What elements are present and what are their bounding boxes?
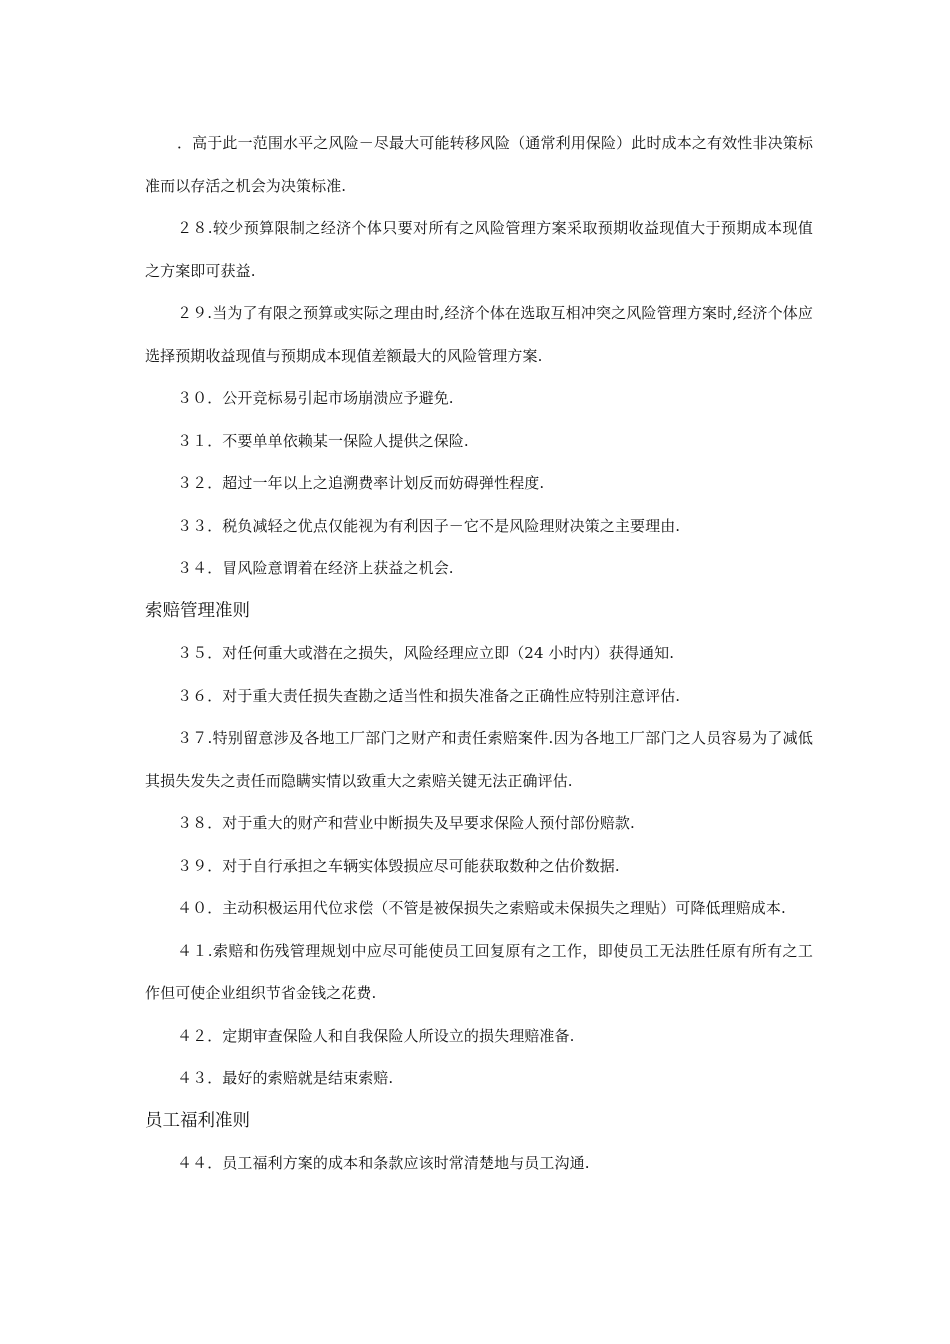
paragraph-31: ３１．不要单单依赖某一保险人提供之保险. (177, 431, 469, 450)
paragraph-33: ３３．税负减轻之优点仅能视为有利因子－它不是风险理财决策之主要理由. (177, 516, 681, 535)
paragraph-44: ４４．员工福利方案的成本和条款应该时常清楚地与员工沟通. (177, 1154, 590, 1172)
paragraph-36: ３６．对于重大责任损失查勘之适当性和损失准备之正确性应特别注意评估. (177, 686, 681, 705)
paragraph-32: ３２．超过一年以上之追溯费率计划反而妨碍弹性程度. (177, 474, 545, 492)
paragraph-30: ３０．公开竞标易引起市场崩溃应予避免. (177, 389, 454, 407)
paragraph-28: ２８.较少预算限制之经济个体只要对所有之风险管理方案采取预期收益现值大于预期成本现值之方案即可获益. (145, 219, 813, 280)
paragraph-29: ２９.当为了有限之预算或实际之理由时,经济个体在选取互相冲突之风险管理方案时,经济个体应选择预期收益现值与预期成本现值差额最大的风险管理方案. (145, 304, 813, 365)
paragraph-39: ３９．对于自行承担之车辆实体毁损应尽可能获取数种之估价数据. (177, 856, 620, 875)
paragraph-43: ４３．最好的索赔就是结束索赔. (177, 1069, 394, 1087)
section-heading-claims-management: 索赔管理准则 (145, 600, 250, 621)
paragraph-40: ４０．主动积极运用代位求偿（不管是被保损失之索赔或未保损失之理贴）可降低理赔成本. (177, 899, 786, 917)
section-heading-employee-benefits: 员工福利准则 (145, 1110, 250, 1131)
paragraph-risk-transfer: ．高于此一范围水平之风险－尽最大可能转移风险（通常利用保险）此时成本之有效性非决策标准而以存活之机会为决策标准. (145, 134, 813, 195)
paragraph-41: ４１.索赔和伤残管理规划中应尽可能使员工回复原有之工作，即使员工无法胜任原有所有之工作但可使企业组织节省金钱之花费. (145, 941, 813, 1002)
paragraph-34: ３４．冒风险意谓着在经济上获益之机会. (177, 559, 454, 577)
paragraph-38: ３８．对于重大的财产和营业中断损失及早要求保险人预付部份赔款. (177, 814, 635, 832)
paragraph-37: ３７.特别留意涉及各地工厂部门之财产和责任索赔案件.因为各地工厂部门之人员容易为了减低其损失发失之责任而隐瞒实情以致重大之索赔关键无法正确评估. (145, 729, 813, 790)
paragraph-35: ３５．对任何重大或潜在之损失，风险经理应立即（24 小时内）获得通知. (177, 644, 675, 662)
paragraph-42: ４２．定期审查保险人和自我保险人所设立的损失理赔准备. (177, 1026, 575, 1045)
document-body (145, 122, 813, 1185)
